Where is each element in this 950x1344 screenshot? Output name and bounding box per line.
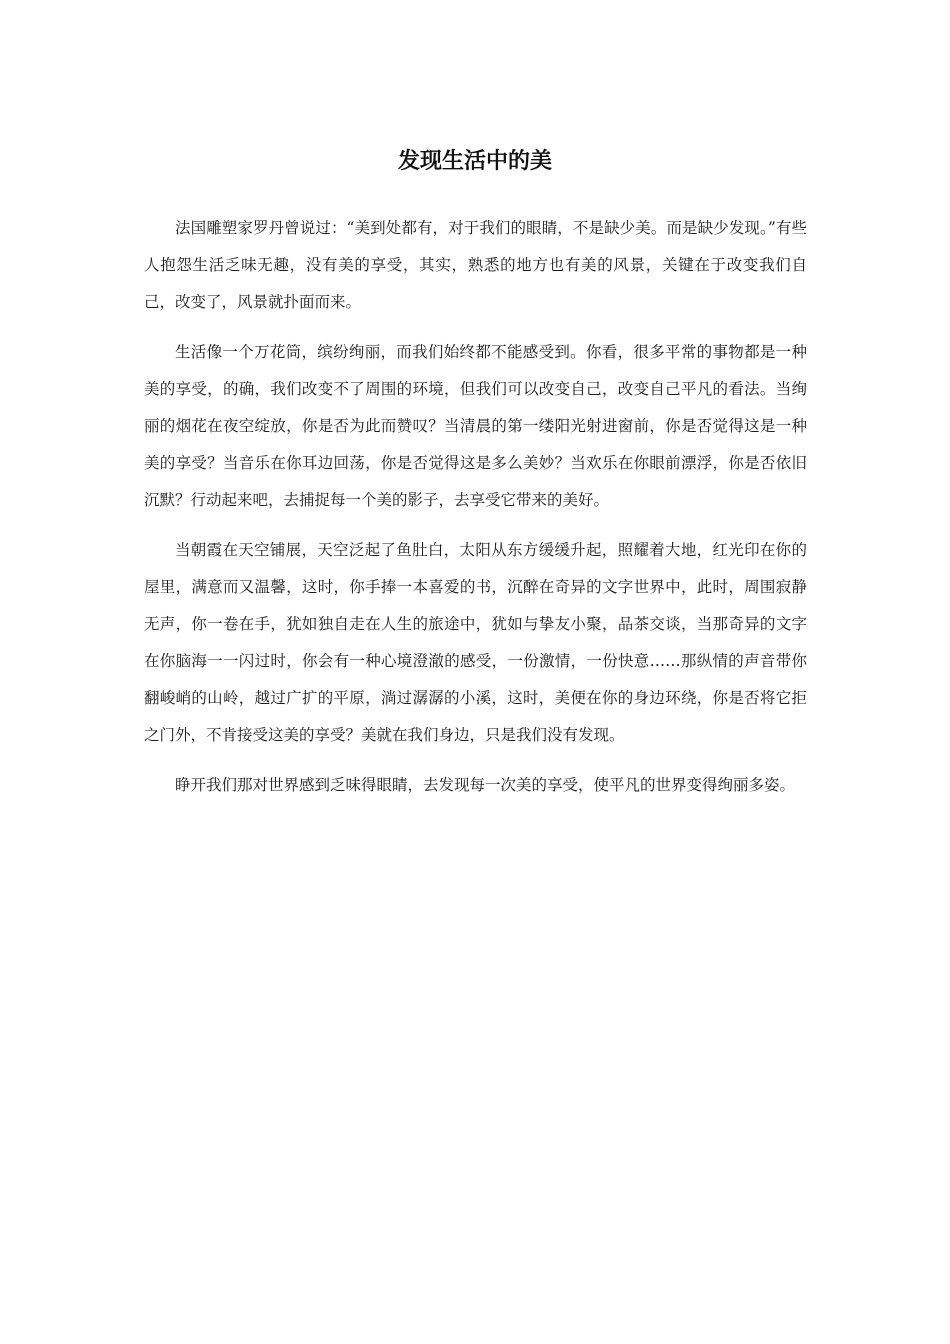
document-title: 发现生活中的美 [397,149,552,174]
document-body [144,210,807,817]
paragraph: 睁开我们那对世界感到乏味得眼睛，去发现每一次美的享受，使平凡的世界变得绚丽多姿。 [175,776,796,794]
paragraph: 当朝霞在天空铺展，天空泛起了鱼肚白，太阳从东方缓缓升起，照耀着大地，红光印在你的屋里，满意而又温馨，这时，你手捧一本喜爱的书，沉醉在奇异的文字世界中，此时，周围寂静无声，你一卷在手，犹如独自走在人生的旅途中，犹如与挚友小聚，品茶交谈，当那奇异的文字在你脑海一一闪过时，你会有一种心境澄澈的感受，一份激情，一份快意……那纵情的声音带你翻峻峭的山岭，越过广扩的平原，淌过潺潺的小溪，这时，美便在你的身边环绕，你是否将它拒之门外，不肯接受这美的享受？美就在我们身边，只是我们没有发现。 [144,541,807,744]
paragraph: 法国雕塑家罗丹曾说过：“美到处都有，对于我们的眼睛，不是缺少美。而是缺少发现。”有些人抱怨生活乏味无趣，没有美的享受，其实，熟悉的地方也有美的风景，关键在于改变我们自己，改变了，风景就扑面而来。 [144,219,807,311]
paragraph: 生活像一个万花筒，缤纷绚丽，而我们始终都不能感受到。你看，很多平常的事物都是一种美的享受，的确，我们改变不了周围的环境，但我们可以改变自己，改变自己平凡的看法。当绚丽的烟花在夜空绽放，你是否为此而赞叹？当清晨的第一缕阳光射进窗前，你是否觉得这是一种美的享受？当音乐在你耳边回荡，你是否觉得这是多么美妙？当欢乐在你眼前漂浮，你是否依旧沉默？行动起来吧，去捕捉每一个美的影子，去享受它带来的美好。 [144,343,807,509]
